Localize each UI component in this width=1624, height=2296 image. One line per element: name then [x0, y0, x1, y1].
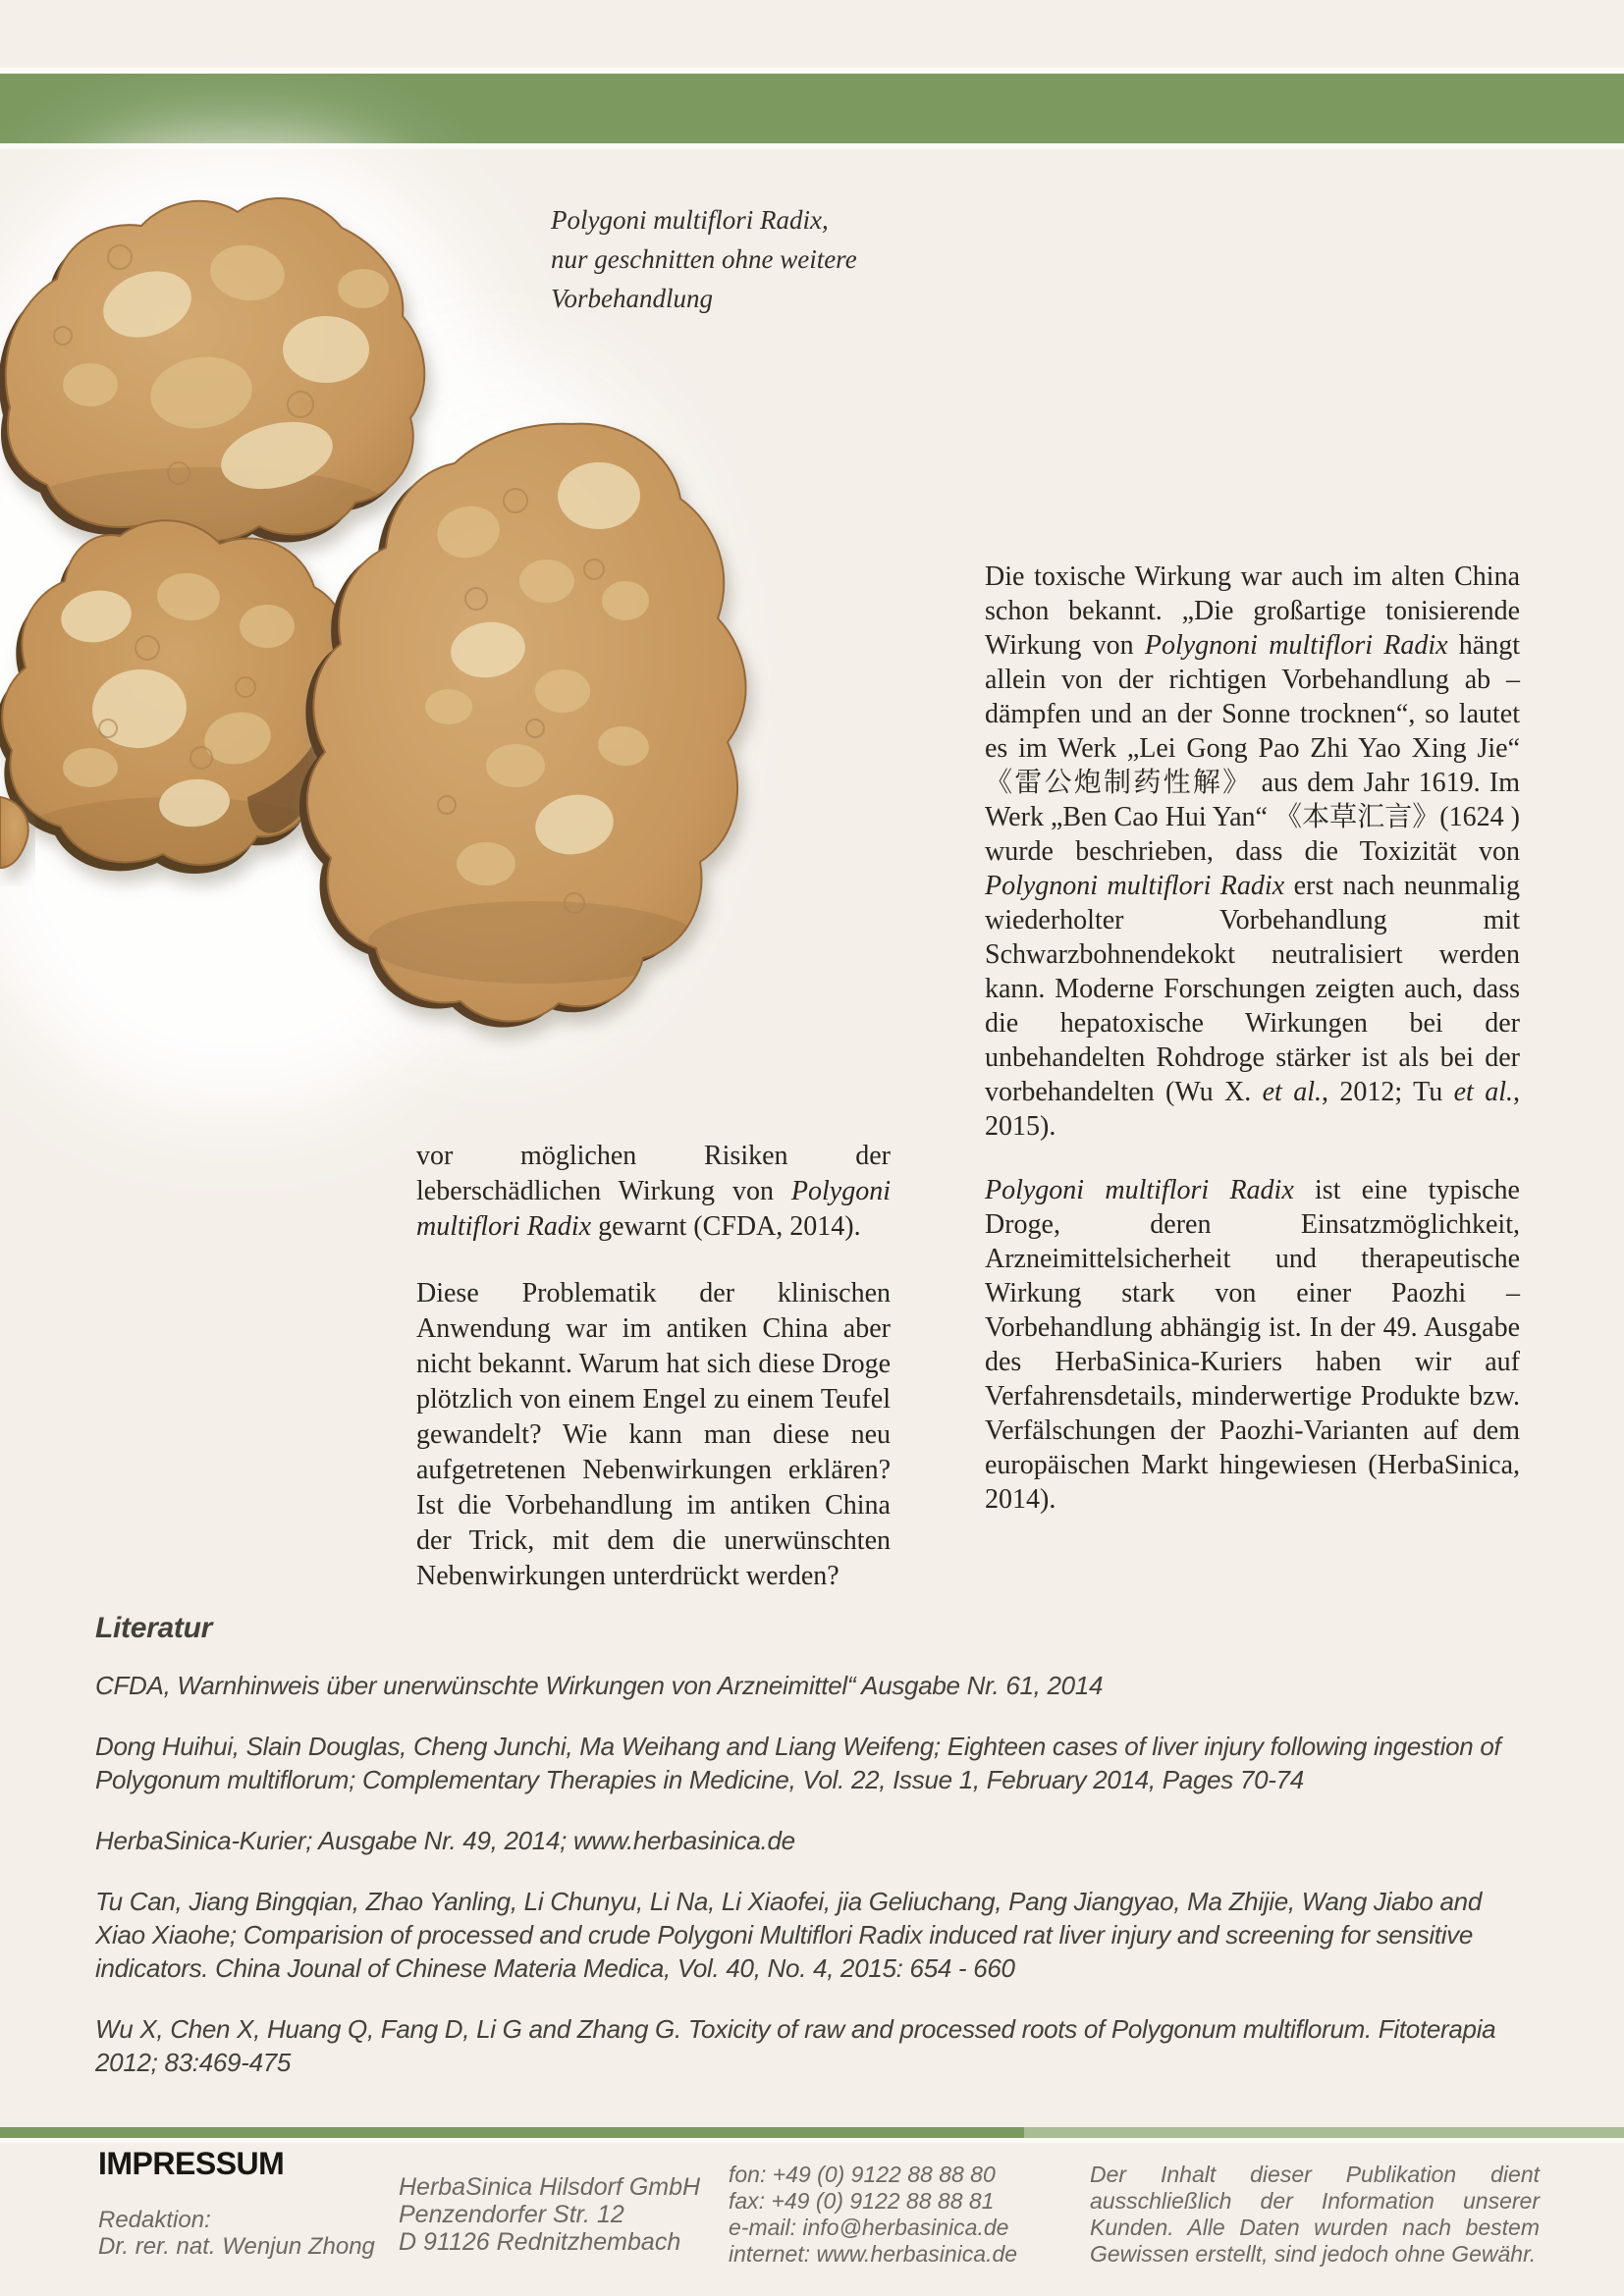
redaktion-name: Dr. rer. nat. Wenjun Zhong	[98, 2233, 375, 2260]
footer-contact	[729, 2162, 1017, 2268]
footer-accent-bar-right	[1024, 2127, 1624, 2138]
company-name: HerbaSinica Hilsdorf GmbH	[399, 2173, 701, 2201]
footer-accent-bar-left	[0, 2127, 1024, 2138]
footer-company-address	[399, 2173, 700, 2256]
root-slice-bottom-left	[0, 520, 351, 874]
body-paragraph: Die toxische Wirkung war auch im alten China schon bekannt. „Die großartige tonisierende Wirkung von Polygnoni multiflori Radix hängt allein von der richtigen Vorbehandlung ab – dämpfen und an der Sonne trocknen“, so lautet es im Werk „Lei Gong Pao Zhi Yao Xing Jie“ 《雷公炮制药性解》 aus dem Jahr 1619. Im Werk „Ben Cao Hui Yan“ 《本草汇言》(1624 ) wurde beschrieben, dass die Toxizität von Polygnoni multiflori Radix erst nach neunmalig wiederholter Vorbehandlung mit Schwarzbohnendekokt neutralisiert werden kann. Moderne Forschungen zeigten auch, dass die hepatoxische Wirkungen bei der unbehandelten Rohdroge stärker ist als bei der vorbehandelten (Wu X. et al., 2012; Tu et al., 2015).	[985, 561, 1520, 1142]
literature-section	[95, 1612, 1521, 2107]
photo-caption-line: Polygoni multiflori Radix,	[551, 205, 829, 235]
redaktion-label: Redaktion:	[98, 2207, 211, 2233]
contact-fax: fax: +49 (0) 9122 88 88 81	[729, 2188, 995, 2214]
root-slice-top	[0, 198, 424, 554]
contact-internet: internet: www.herbasinica.de	[729, 2241, 1018, 2267]
contact-fon: fon: +49 (0) 9122 88 88 80	[729, 2162, 996, 2187]
root-slice-right	[299, 424, 746, 1028]
company-city: D 91126 Rednitzhembach	[399, 2228, 681, 2256]
right-text-column	[985, 560, 1520, 1517]
literature-reference: Wu X, Chen X, Huang Q, Fang D, Li G and Zhang G. Toxicity of raw and processed roots of Polygonum multiflorum. Fitoterapia 2012; 83:469-475	[95, 2014, 1496, 2077]
literature-reference: HerbaSinica-Kurier; Ausgabe Nr. 49, 2014; www.herbasinica.de	[95, 1826, 795, 1855]
impressum-heading: IMPRESSUM	[98, 2146, 285, 2181]
footer-disclaimer: Der Inhalt dieser Publikation dient ausschließlich der Information unserer Kunden. Alle Daten wurden nach bestem Gewissen erstellt, sind jedoch ohne Gewähr.	[1090, 2162, 1540, 2267]
body-paragraph: vor möglichen Risiken der leberschädlichen Wirkung von Polygoni multiflori Radix gewarnt (CFDA, 2014).	[416, 1141, 891, 1242]
footer-redaktion	[98, 2207, 375, 2260]
literature-reference: CFDA, Warnhinweis über unerwünschte Wirkungen von Arzneimittel“ Ausgabe Nr. 61, 2014	[95, 1671, 1104, 1700]
photo-caption-line: Vorbehandlung	[551, 284, 713, 313]
photo-caption-line: nur geschnitten ohne weitere	[551, 244, 857, 274]
literature-heading: Literatur	[95, 1612, 212, 1644]
company-street: Penzendorfer Str. 12	[399, 2201, 624, 2228]
body-paragraph: Diese Problematik der klinischen Anwendung war im antiken China aber nicht bekannt. Warum hat sich diese Droge plötzlich von einem Engel zu einem Teufel gewandelt? Wie kann man diese neu aufgetretenen Nebenwirkungen erklären? Ist die Vorbehandlung im antiken China der Trick, mit dem die unerwünschten Nebenwirkungen unterdrückt werden?	[416, 1278, 891, 1591]
footer-bar-underline	[0, 2138, 1624, 2143]
contact-email: e-mail: info@herbasinica.de	[729, 2215, 1009, 2240]
middle-text-column	[416, 1139, 891, 1594]
literature-reference: Tu Can, Jiang Bingqian, Zhao Yanling, Li Chunyu, Li Na, Li Xiaofei, jia Geliuchang, Pang Jiangyao, Ma Zhijie, Wang Jiabo and Xiao Xiaohe; Comparision of processed and crude Polygoni Multiflori Radix induced rat liver injury and screening for sensitive indicators. China Jounal of Chinese Materia Medica, Vol. 40, No. 4, 2015: 654 - 660	[95, 1887, 1482, 1983]
top-accent-bar	[0, 74, 1624, 143]
photo-caption	[551, 200, 885, 318]
body-paragraph: Polygoni multiflori Radix ist eine typische Droge, deren Einsatzmöglichkeit, Arzneimittelsicherheit und therapeutische Wirkung stark von einer Paozhi – Vorbehandlung abhängig ist. In der 49. Ausgabe des HerbaSinica-Kuriers haben wir auf Verfahrensdetails, minderwertige Produkte bzw. Verfälschungen der Paozhi-Varianten auf dem europäischen Markt hingewiesen (HerbaSinica, 2014).	[985, 1175, 1520, 1515]
literature-reference: Dong Huihui, Slain Douglas, Cheng Junchi, Ma Weihang and Liang Weifeng; Eighteen cases of liver injury following ingestion of Polygonum multiflorum; Complementary Therapies in Medicine, Vol. 22, Issue 1, February 2014, Pages 70-74	[95, 1732, 1501, 1794]
